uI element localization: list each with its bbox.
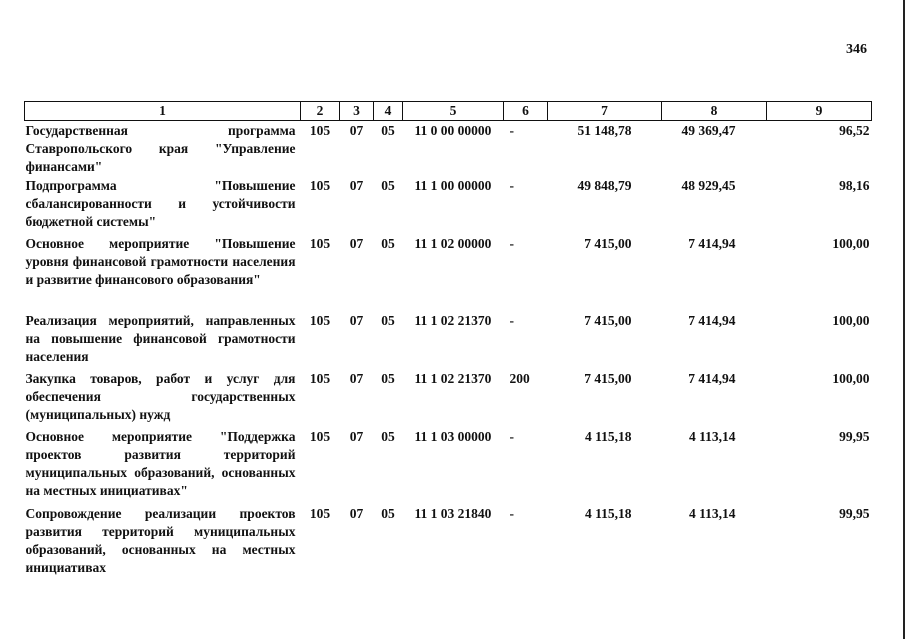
header-col-9: 9 — [767, 102, 872, 121]
row-name: Реализация мероприятий, направленных на повышение финансовой грамотности населения — [25, 313, 296, 364]
row-c3: 07 — [349, 178, 364, 193]
row-c4: 05 — [381, 506, 395, 521]
header-col-8: 8 — [662, 102, 767, 121]
row-c9: 98,16 — [839, 178, 870, 193]
row-c2: 105 — [309, 236, 331, 251]
row-c2: 105 — [309, 371, 331, 386]
header-col-1: 1 — [25, 102, 301, 121]
row-c9: 100,00 — [832, 236, 870, 251]
row-c6: - — [509, 178, 514, 193]
row-c5: 11 1 02 00000 — [414, 236, 492, 251]
table-row — [25, 121, 872, 177]
row-c9: 99,95 — [839, 506, 870, 521]
header-col-3: 3 — [340, 102, 374, 121]
row-c4: 05 — [381, 123, 395, 138]
row-c3: 07 — [349, 236, 364, 251]
row-c4: 05 — [381, 236, 395, 251]
budget-table — [24, 101, 872, 580]
row-c2: 105 — [309, 429, 331, 444]
table-row — [25, 369, 872, 427]
row-c3: 07 — [349, 123, 364, 138]
row-name: Основное мероприятие "Поддержка проектов развития территорий муниципальных образований, основанных на местных инициативах" — [25, 429, 296, 498]
row-c6: - — [509, 313, 514, 328]
row-c6: - — [509, 123, 514, 138]
row-c9: 100,00 — [832, 371, 870, 386]
row-c5: 11 1 03 00000 — [414, 429, 492, 444]
header-col-7: 7 — [548, 102, 662, 121]
row-c7: 7 415,00 — [584, 236, 632, 251]
row-c2: 105 — [309, 506, 331, 521]
row-name: Государственная программа Ставропольского края "Управление финансами" — [25, 123, 296, 174]
row-c6: - — [509, 429, 514, 444]
table-row — [25, 311, 872, 369]
header-col-5: 5 — [403, 102, 504, 121]
table-header-row — [25, 102, 872, 121]
row-name: Закупка товаров, работ и услуг для обеспечения государственных (муниципальных) нужд — [25, 371, 296, 422]
row-c2: 105 — [309, 178, 331, 193]
row-c9: 96,52 — [839, 123, 870, 138]
row-c3: 07 — [349, 506, 364, 521]
row-c5: 11 1 02 21370 — [414, 371, 492, 386]
table-row — [25, 427, 872, 504]
row-c6: 200 — [509, 371, 530, 386]
row-c8: 4 113,14 — [688, 429, 736, 444]
table-row — [25, 504, 872, 580]
row-c3: 07 — [349, 429, 364, 444]
row-name: Основное мероприятие "Повышение уровня финансовой грамотности населения и развитие финансового образования" — [25, 236, 296, 287]
row-c7: 7 415,00 — [584, 371, 632, 386]
row-c3: 07 — [349, 313, 364, 328]
table-row — [25, 176, 872, 234]
row-c8: 49 369,47 — [681, 123, 736, 138]
header-col-2: 2 — [301, 102, 340, 121]
row-c9: 100,00 — [832, 313, 870, 328]
row-c8: 7 414,94 — [688, 236, 736, 251]
row-c8: 48 929,45 — [681, 178, 736, 193]
row-c7: 4 115,18 — [584, 506, 632, 521]
row-c8: 4 113,14 — [688, 506, 736, 521]
row-c5: 11 1 02 21370 — [414, 313, 492, 328]
row-c4: 05 — [381, 429, 395, 444]
row-c7: 4 115,18 — [584, 429, 632, 444]
row-c2: 105 — [309, 123, 331, 138]
row-name: Подпрограмма "Повышение сбалансированности и устойчивости бюджетной системы" — [25, 178, 296, 229]
row-c9: 99,95 — [839, 429, 870, 444]
row-c4: 05 — [381, 313, 395, 328]
row-c5: 11 1 00 00000 — [414, 178, 492, 193]
row-c2: 105 — [309, 313, 331, 328]
row-c7: 51 148,78 — [577, 123, 632, 138]
row-c6: - — [509, 506, 514, 521]
row-c8: 7 414,94 — [688, 313, 736, 328]
row-c5: 11 1 03 21840 — [414, 506, 492, 521]
header-col-6: 6 — [504, 102, 548, 121]
table-row — [25, 234, 872, 311]
row-c4: 05 — [381, 371, 395, 386]
row-name: Сопровождение реализации проектов развития территорий муниципальных образований, основанных на местных инициативах — [25, 506, 296, 575]
row-c6: - — [509, 236, 514, 251]
row-c8: 7 414,94 — [688, 371, 736, 386]
row-c3: 07 — [349, 371, 364, 386]
row-c7: 7 415,00 — [584, 313, 632, 328]
row-c7: 49 848,79 — [577, 178, 632, 193]
row-c5: 11 0 00 00000 — [414, 123, 492, 138]
header-col-4: 4 — [374, 102, 403, 121]
page-number: 346 — [846, 42, 867, 57]
row-c4: 05 — [381, 178, 395, 193]
